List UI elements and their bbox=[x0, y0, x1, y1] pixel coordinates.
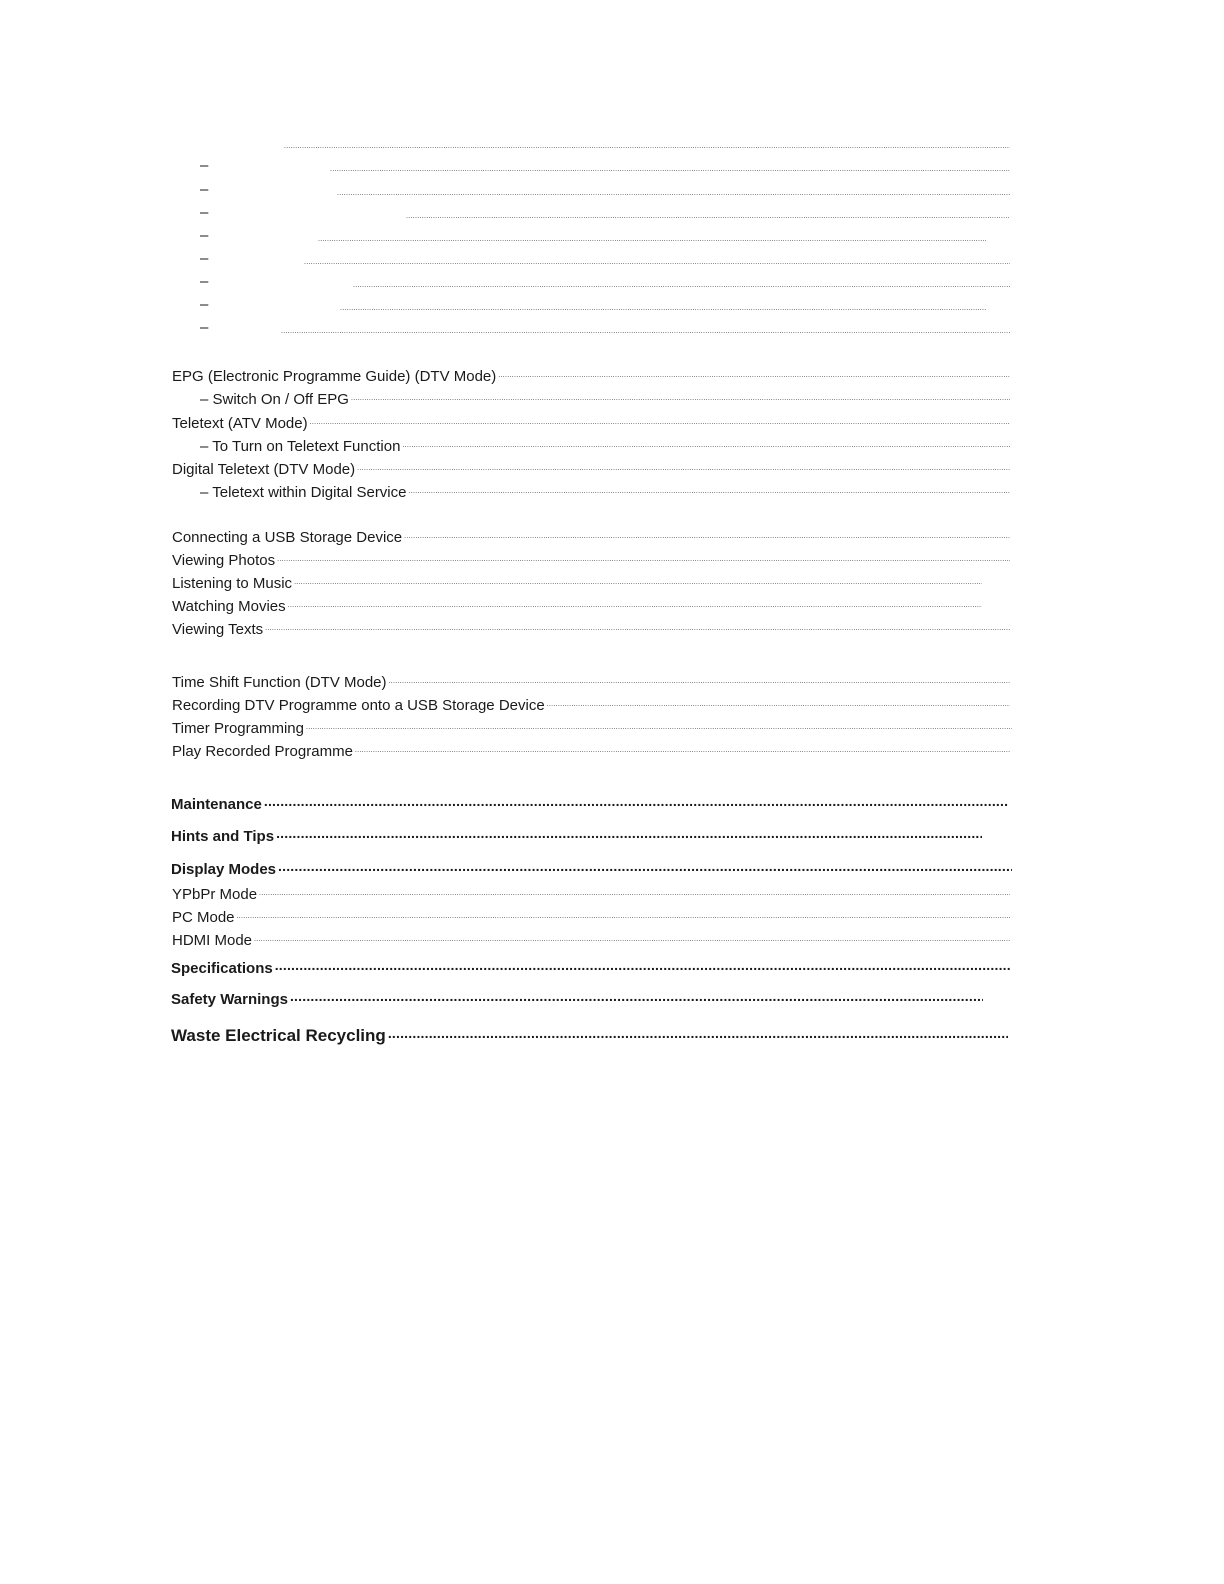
toc-row-usb-connect[interactable] bbox=[172, 527, 1010, 546]
toc-row-waste[interactable] bbox=[171, 1024, 1008, 1046]
dot-leader bbox=[340, 299, 986, 314]
dot-leader bbox=[254, 930, 1010, 945]
toc-row-timeshift[interactable] bbox=[172, 672, 1010, 691]
toc-label: Maintenance bbox=[171, 796, 262, 813]
toc-row-teletext-turn-on[interactable] bbox=[200, 436, 1010, 455]
toc-row-blank bbox=[284, 137, 1010, 152]
toc-row-blank bbox=[353, 276, 1010, 291]
toc-dash: – bbox=[200, 296, 209, 313]
dot-leader bbox=[351, 389, 1010, 404]
toc-row-hdmi[interactable] bbox=[172, 930, 1010, 949]
toc-row-blank bbox=[318, 230, 986, 245]
toc-label: EPG (Electronic Programme Guide) (DTV Mode) bbox=[172, 368, 497, 385]
toc-row-blank bbox=[281, 322, 1010, 337]
dot-leader bbox=[337, 184, 1010, 199]
dot-leader bbox=[498, 366, 1010, 381]
toc-label: Timer Programming bbox=[172, 720, 304, 737]
toc-label: Digital Teletext (DTV Mode) bbox=[172, 461, 356, 478]
toc-row-safety[interactable] bbox=[171, 989, 983, 1008]
toc-label: Specifications bbox=[171, 960, 273, 977]
toc-row-maintenance[interactable] bbox=[171, 794, 1008, 813]
toc-dash: – bbox=[200, 273, 209, 290]
toc-row-hints[interactable] bbox=[171, 826, 982, 845]
toc-label: Safety Warnings bbox=[171, 991, 288, 1008]
toc-row-usb-photos[interactable] bbox=[172, 550, 1010, 569]
toc-label: Connecting a USB Storage Device bbox=[172, 529, 403, 546]
toc-row-pc[interactable] bbox=[172, 907, 1010, 926]
dot-leader bbox=[304, 253, 1010, 268]
toc-dash: – bbox=[200, 204, 209, 221]
dot-leader bbox=[306, 718, 1012, 733]
toc-row-play-recorded[interactable] bbox=[172, 741, 1010, 760]
toc-row-blank bbox=[406, 207, 1010, 222]
toc-label: Time Shift Function (DTV Mode) bbox=[172, 674, 387, 691]
toc-label: Play Recorded Programme bbox=[172, 743, 353, 760]
toc-label: YPbPr Mode bbox=[172, 886, 258, 903]
toc-label: PC Mode bbox=[172, 909, 235, 926]
dot-leader bbox=[389, 672, 1010, 687]
toc-label: HDMI Mode bbox=[172, 932, 253, 949]
toc-row-display-modes[interactable] bbox=[171, 859, 1012, 878]
toc-row-teletext-digital-service[interactable] bbox=[200, 482, 1010, 501]
dot-leader bbox=[402, 436, 1010, 451]
dot-leader bbox=[276, 826, 982, 841]
toc-row-usb-texts[interactable] bbox=[172, 619, 1010, 638]
toc-dash: – bbox=[200, 250, 209, 267]
toc-row-blank bbox=[304, 253, 1010, 268]
toc-row-blank bbox=[340, 299, 986, 314]
dot-leader bbox=[265, 619, 1010, 634]
toc-dash: – bbox=[200, 319, 209, 336]
toc-row-digital-teletext[interactable] bbox=[172, 459, 1010, 478]
toc-label: Listening to Music bbox=[172, 575, 293, 592]
toc-row-specifications[interactable] bbox=[171, 958, 1010, 977]
toc-row-usb-music[interactable] bbox=[172, 573, 982, 592]
dot-leader bbox=[318, 230, 986, 245]
toc-label: – To Turn on Teletext Function bbox=[200, 438, 401, 455]
toc-row-teletext[interactable] bbox=[172, 413, 1010, 432]
toc-row-blank bbox=[337, 184, 1010, 199]
toc-label: Watching Movies bbox=[172, 598, 286, 615]
toc-label: Hints and Tips bbox=[171, 828, 275, 845]
dot-leader bbox=[406, 207, 1010, 222]
dot-leader bbox=[353, 276, 1010, 291]
toc-label: Teletext (ATV Mode) bbox=[172, 415, 308, 432]
dot-leader bbox=[294, 573, 982, 588]
toc-dash: – bbox=[200, 157, 209, 174]
dot-leader bbox=[310, 413, 1010, 428]
toc-row-ypbpr[interactable] bbox=[172, 884, 1010, 903]
toc-label: Waste Electrical Recycling bbox=[171, 1026, 386, 1045]
toc-row-blank bbox=[330, 160, 1010, 175]
dot-leader bbox=[330, 160, 1010, 175]
toc-row-epg-switch[interactable] bbox=[200, 389, 1010, 408]
toc-row-record-dtv[interactable] bbox=[172, 695, 1010, 714]
dot-leader bbox=[404, 527, 1010, 542]
toc-label: Recording DTV Programme onto a USB Storage Device bbox=[172, 697, 545, 714]
dot-leader bbox=[284, 137, 1010, 152]
dot-leader bbox=[277, 550, 1010, 565]
dot-leader bbox=[281, 322, 1010, 337]
toc-label: – Teletext within Digital Service bbox=[200, 484, 407, 501]
dot-leader bbox=[264, 794, 1008, 809]
dot-leader bbox=[547, 695, 1010, 710]
toc-label: Viewing Photos bbox=[172, 552, 276, 569]
dot-leader bbox=[288, 596, 982, 611]
toc-row-epg[interactable] bbox=[172, 366, 1010, 385]
dot-leader bbox=[290, 989, 983, 1004]
dot-leader bbox=[355, 741, 1010, 756]
dot-leader bbox=[275, 958, 1010, 973]
toc-label: Viewing Texts bbox=[172, 621, 264, 638]
toc-dash: – bbox=[200, 181, 209, 198]
dot-leader bbox=[237, 907, 1010, 922]
toc-row-usb-movies[interactable] bbox=[172, 596, 982, 615]
toc-label: – Switch On / Off EPG bbox=[200, 391, 349, 408]
toc-label: Display Modes bbox=[171, 861, 277, 878]
dot-leader bbox=[357, 459, 1010, 474]
dot-leader bbox=[278, 859, 1012, 874]
dot-leader bbox=[259, 884, 1010, 899]
dot-leader bbox=[408, 482, 1010, 497]
dot-leader bbox=[388, 1024, 1008, 1041]
toc-row-timer[interactable] bbox=[172, 718, 1012, 737]
toc-dash: – bbox=[200, 227, 209, 244]
